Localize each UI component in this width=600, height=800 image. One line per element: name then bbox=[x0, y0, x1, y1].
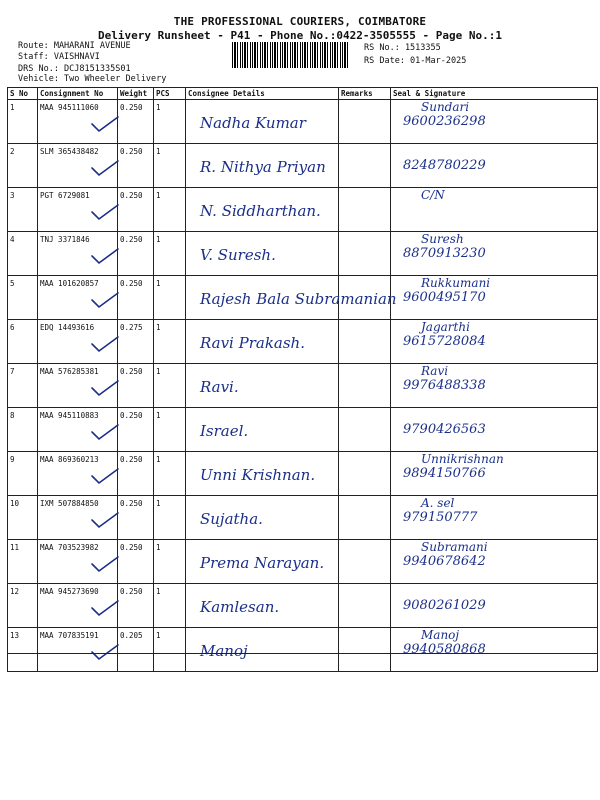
signature-name: Sundari bbox=[421, 100, 470, 114]
row-sno: 13 bbox=[8, 628, 38, 672]
table-row bbox=[8, 496, 598, 540]
table-row bbox=[8, 540, 598, 584]
row-consignment-no bbox=[38, 408, 118, 452]
row-sno: 8 bbox=[8, 408, 38, 452]
check-mark-icon bbox=[90, 642, 120, 662]
row-consignee bbox=[186, 232, 339, 276]
row-pcs: 1 bbox=[154, 408, 186, 452]
row-consignment-no bbox=[38, 188, 118, 232]
row-weight: 0.205 bbox=[118, 628, 154, 672]
consignee-handwriting: Ravi. bbox=[200, 378, 239, 396]
row-consignment-no bbox=[38, 100, 118, 144]
row-sno: 5 bbox=[8, 276, 38, 320]
consignee-handwriting: R. Nithya Priyan bbox=[200, 158, 326, 176]
drs-label: DRS No.: DCJ8151335S01 bbox=[18, 64, 131, 74]
consignee-handwriting: N. Siddharthan. bbox=[200, 202, 321, 220]
signature-name: Rukkumani bbox=[421, 276, 491, 290]
row-weight: 0.275 bbox=[118, 320, 154, 364]
row-remarks bbox=[339, 452, 391, 496]
signature-phone: 9790426563 bbox=[403, 422, 486, 437]
row-remarks bbox=[339, 188, 391, 232]
runsheet-table bbox=[7, 87, 598, 672]
row-consignee bbox=[186, 364, 339, 408]
row-weight: 0.250 bbox=[118, 540, 154, 584]
consignee-handwriting: Prema Narayan. bbox=[200, 554, 325, 572]
barcode bbox=[232, 42, 350, 68]
row-consignee bbox=[186, 584, 339, 628]
row-remarks bbox=[339, 496, 391, 540]
signature-name: A. sel bbox=[421, 496, 455, 510]
row-remarks bbox=[339, 628, 391, 672]
row-remarks bbox=[339, 584, 391, 628]
col-remarks: Remarks bbox=[339, 88, 391, 100]
signature-phone: 9894150766 bbox=[403, 466, 486, 481]
consignment-number: MAA 869360213 bbox=[40, 455, 99, 464]
signature-name: Ravi bbox=[421, 364, 449, 378]
check-mark-icon bbox=[90, 114, 120, 134]
row-weight: 0.250 bbox=[118, 584, 154, 628]
row-signature bbox=[391, 584, 598, 628]
row-weight: 0.250 bbox=[118, 144, 154, 188]
col-weight: Weight bbox=[118, 88, 154, 100]
consignee-handwriting: Manoj bbox=[200, 642, 248, 660]
consignment-number: SLM 365438482 bbox=[40, 147, 99, 156]
consignee-handwriting: V. Suresh. bbox=[200, 246, 276, 264]
signature-name: Subramani bbox=[421, 540, 488, 554]
row-sno: 10 bbox=[8, 496, 38, 540]
row-weight: 0.250 bbox=[118, 452, 154, 496]
row-remarks bbox=[339, 144, 391, 188]
row-remarks bbox=[339, 408, 391, 452]
table-row bbox=[8, 320, 598, 364]
signature-phone: 979150777 bbox=[403, 510, 478, 525]
row-weight: 0.250 bbox=[118, 100, 154, 144]
row-signature bbox=[391, 320, 598, 364]
consignee-handwriting: Kamlesan. bbox=[200, 598, 280, 616]
row-consignee bbox=[186, 188, 339, 232]
row-sno: 6 bbox=[8, 320, 38, 364]
col-pcs: PCS bbox=[154, 88, 186, 100]
consignee-handwriting: Sujatha. bbox=[200, 510, 263, 528]
row-signature bbox=[391, 232, 598, 276]
row-remarks bbox=[339, 100, 391, 144]
row-pcs: 1 bbox=[154, 100, 186, 144]
consignment-number: MAA 707835191 bbox=[40, 631, 99, 640]
consignment-number: TNJ 3371846 bbox=[40, 235, 90, 244]
row-signature bbox=[391, 144, 598, 188]
table-row bbox=[8, 408, 598, 452]
row-consignee bbox=[186, 540, 339, 584]
signature-phone: 9600236298 bbox=[403, 114, 486, 129]
company-title: THE PROFESSIONAL COURIERS, COIMBATORE bbox=[173, 15, 427, 28]
row-pcs: 1 bbox=[154, 232, 186, 276]
row-weight: 0.250 bbox=[118, 364, 154, 408]
row-remarks bbox=[339, 540, 391, 584]
row-signature bbox=[391, 540, 598, 584]
row-weight: 0.250 bbox=[118, 232, 154, 276]
row-pcs: 1 bbox=[154, 320, 186, 364]
signature-name: C/N bbox=[421, 188, 445, 202]
row-consignee bbox=[186, 100, 339, 144]
table-row bbox=[8, 584, 598, 628]
signature-name: Suresh bbox=[421, 232, 464, 246]
row-consignment-no bbox=[38, 452, 118, 496]
row-consignee bbox=[186, 276, 397, 320]
check-mark-icon bbox=[90, 378, 120, 398]
row-pcs: 1 bbox=[154, 144, 186, 188]
signature-phone: 9940678642 bbox=[403, 554, 486, 569]
row-pcs: 1 bbox=[154, 188, 186, 232]
row-remarks bbox=[339, 364, 391, 408]
signature-phone: 9600495170 bbox=[403, 290, 486, 305]
check-mark-icon bbox=[90, 334, 120, 354]
check-mark-icon bbox=[90, 598, 120, 618]
consignment-number: MAA 576285381 bbox=[40, 367, 99, 376]
row-signature bbox=[391, 100, 598, 144]
row-pcs: 1 bbox=[154, 452, 186, 496]
check-mark-icon bbox=[90, 246, 120, 266]
row-pcs: 1 bbox=[154, 276, 186, 320]
consignment-number: PGT 6729081 bbox=[40, 191, 90, 200]
consignment-number: MAA 703523982 bbox=[40, 543, 99, 552]
row-sno: 9 bbox=[8, 452, 38, 496]
col-signature: Seal & Signature bbox=[391, 88, 598, 100]
table-row bbox=[8, 188, 598, 232]
row-sno: 3 bbox=[8, 188, 38, 232]
consignment-number: EDQ 14493616 bbox=[40, 323, 95, 332]
row-remarks bbox=[339, 320, 391, 364]
row-consignment-no bbox=[38, 628, 118, 672]
signature-phone: 9940580868 bbox=[403, 642, 486, 657]
consignment-number: MAA 945110883 bbox=[40, 411, 99, 420]
row-signature bbox=[391, 628, 598, 672]
row-signature bbox=[391, 364, 598, 408]
row-pcs: 1 bbox=[154, 628, 186, 672]
staff-label: Staff: VAISHNAVI bbox=[18, 52, 100, 62]
consignee-handwriting: Israel. bbox=[200, 422, 249, 440]
row-consignment-no bbox=[38, 276, 118, 320]
row-consignment-no bbox=[38, 232, 118, 276]
check-mark-icon bbox=[90, 554, 120, 574]
row-consignee bbox=[186, 628, 339, 672]
check-mark-icon bbox=[90, 466, 120, 486]
row-pcs: 1 bbox=[154, 496, 186, 540]
signature-phone: 9080261029 bbox=[403, 598, 486, 613]
row-signature bbox=[391, 408, 598, 452]
row-pcs: 1 bbox=[154, 540, 186, 584]
row-sno: 4 bbox=[8, 232, 38, 276]
consignee-handwriting: Ravi Prakash. bbox=[200, 334, 305, 352]
row-consignee bbox=[186, 408, 339, 452]
table-header-row bbox=[8, 88, 598, 100]
runsheet-subtitle: Delivery Runsheet - P41 - Phone No.:0422-3505555 - Page No.:1 bbox=[98, 29, 502, 42]
signature-name: Jagarthi bbox=[421, 320, 470, 334]
consignment-number: MAA 945111060 bbox=[40, 103, 99, 112]
row-weight: 0.250 bbox=[118, 496, 154, 540]
check-mark-icon bbox=[90, 290, 120, 310]
consignment-number: MAA 101620857 bbox=[40, 279, 99, 288]
table-row bbox=[8, 100, 598, 144]
table-row bbox=[8, 144, 598, 188]
row-sno: 11 bbox=[8, 540, 38, 584]
row-sno: 7 bbox=[8, 364, 38, 408]
row-pcs: 1 bbox=[154, 364, 186, 408]
check-mark-icon bbox=[90, 510, 120, 530]
row-signature bbox=[391, 496, 598, 540]
row-sno: 1 bbox=[8, 100, 38, 144]
signature-name: Manoj bbox=[421, 628, 460, 642]
row-remarks bbox=[339, 232, 391, 276]
consignee-handwriting: Rajesh Bala Subramanian bbox=[200, 290, 397, 308]
row-signature bbox=[391, 276, 598, 320]
signature-phone: 9976488338 bbox=[403, 378, 486, 393]
row-consignee bbox=[186, 320, 339, 364]
row-sno: 12 bbox=[8, 584, 38, 628]
rs-number: RS No.: 1513355 bbox=[364, 43, 441, 53]
row-consignee bbox=[186, 452, 339, 496]
row-consignee bbox=[186, 496, 339, 540]
row-remarks bbox=[339, 276, 391, 320]
table-row bbox=[8, 628, 598, 672]
check-mark-icon bbox=[90, 422, 120, 442]
col-consignee: Consignee Details bbox=[186, 88, 339, 100]
check-mark-icon bbox=[90, 158, 120, 178]
row-consignment-no bbox=[38, 364, 118, 408]
vehicle-label: Vehicle: Two Wheeler Delivery bbox=[18, 74, 167, 84]
check-mark-icon bbox=[90, 202, 120, 222]
consignment-number: MAA 945273690 bbox=[40, 587, 99, 596]
row-consignment-no bbox=[38, 584, 118, 628]
table-row bbox=[8, 452, 598, 496]
col-sno: S No bbox=[8, 88, 38, 100]
row-consignment-no bbox=[38, 540, 118, 584]
row-signature bbox=[391, 452, 598, 496]
row-signature bbox=[391, 188, 598, 232]
signature-phone: 8870913230 bbox=[403, 246, 486, 261]
table-row bbox=[8, 276, 598, 320]
signature-name: Unnikrishnan bbox=[421, 452, 504, 466]
consignee-handwriting: Nadha Kumar bbox=[200, 114, 306, 132]
row-consignee bbox=[186, 144, 339, 188]
table-row bbox=[8, 232, 598, 276]
rs-date: RS Date: 01-Mar-2025 bbox=[364, 56, 467, 66]
consignment-number: IXM 507884850 bbox=[40, 499, 99, 508]
consignee-handwriting: Unni Krishnan. bbox=[200, 466, 316, 484]
row-pcs: 1 bbox=[154, 584, 186, 628]
table-row bbox=[8, 364, 598, 408]
signature-phone: 8248780229 bbox=[403, 158, 486, 173]
table-bottom-border bbox=[7, 653, 597, 654]
col-consignment: Consignment No bbox=[38, 88, 118, 100]
signature-phone: 9615728084 bbox=[403, 334, 486, 349]
row-consignment-no bbox=[38, 496, 118, 540]
route-label: Route: MAHARANI AVENUE bbox=[18, 41, 131, 51]
row-consignment-no bbox=[38, 320, 118, 364]
row-weight: 0.250 bbox=[118, 188, 154, 232]
row-weight: 0.250 bbox=[118, 408, 154, 452]
row-sno: 2 bbox=[8, 144, 38, 188]
row-weight: 0.250 bbox=[118, 276, 154, 320]
row-consignment-no bbox=[38, 144, 118, 188]
